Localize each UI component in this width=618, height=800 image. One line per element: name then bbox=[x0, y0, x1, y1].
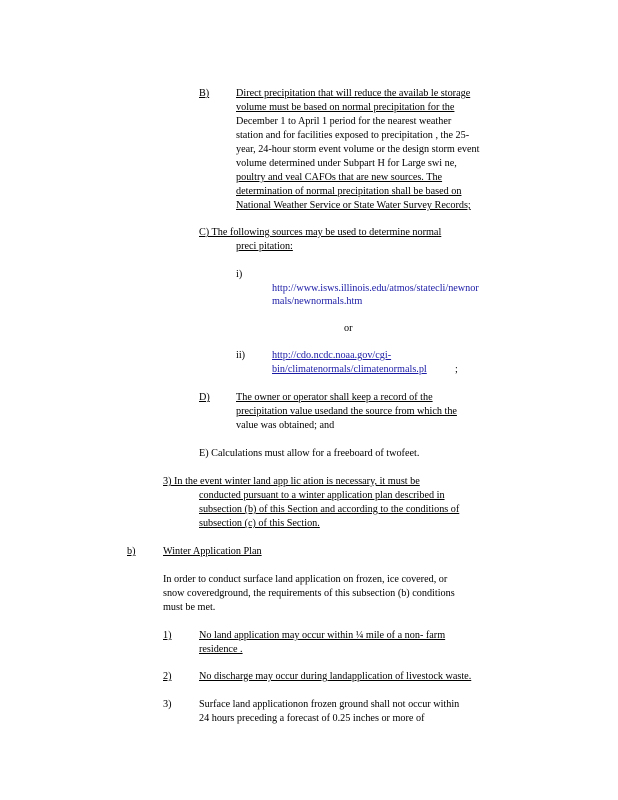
item-3-line: 3) In the event winter land app lic ation is necessary, it must be bbox=[163, 476, 420, 487]
item-b-line: December 1 to April 1 period for the nearest weather bbox=[236, 116, 452, 127]
section-b-item-line: No discharge may occur during landapplication of livestock waste. bbox=[199, 671, 472, 682]
section-b-item-line: residence . bbox=[199, 644, 243, 655]
item-3-line: subsection (c) of this Section. bbox=[199, 518, 320, 529]
item-b-label: B) bbox=[199, 88, 210, 99]
section-b-intro: must be met. bbox=[163, 602, 216, 613]
section-b-item-label: 1) bbox=[163, 630, 172, 641]
item-3-line: conducted pursuant to a winter application plan described in bbox=[199, 490, 445, 501]
item-d-line: The owner or operator shall keep a record of the bbox=[236, 392, 433, 403]
section-b-intro: In order to conduct surface land application on frozen, ice covered, or bbox=[163, 574, 448, 585]
noaa-normals-link[interactable]: mals/newnormals.htm bbox=[272, 296, 363, 307]
item-d-line: precipitation value usedand the source from which the bbox=[236, 406, 457, 417]
section-b-title: Winter Application Plan bbox=[163, 546, 262, 557]
item-c-i-label: i) bbox=[236, 269, 243, 280]
item-d-label: D) bbox=[199, 392, 210, 403]
section-b-label: b) bbox=[127, 546, 136, 557]
section-b-item-line: Surface land applicationon frozen ground shall not occur within bbox=[199, 699, 460, 710]
section-b-item-line: 24 hours preceding a forecast of 0.25 inches or more of bbox=[199, 713, 425, 724]
item-b-line: Direct precipitation that will reduce the availab le storage bbox=[236, 88, 471, 99]
item-c-line: preci pitation: bbox=[236, 241, 293, 252]
section-b-item-label: 2) bbox=[163, 671, 172, 682]
section-b-item-line: No land application may occur within ¼ mile of a non- farm bbox=[199, 630, 446, 641]
item-c-ii-label: ii) bbox=[236, 350, 246, 361]
item-b-line: year, 24-hour storm event volume or the design storm event bbox=[236, 144, 480, 155]
item-b-line: National Weather Service or State Water Survey Records; bbox=[236, 200, 471, 211]
section-b-item-label: 3) bbox=[163, 699, 172, 710]
climate-normals-link[interactable]: http://cdo.ncdc.noaa.gov/cgi- bbox=[272, 350, 392, 361]
noaa-normals-link[interactable]: http://www.isws.illinois.edu/atmos/statecli/newnor bbox=[272, 283, 479, 294]
item-3-line: subsection (b) of this Section and according to the conditions of bbox=[199, 504, 460, 515]
item-c-ii-tail: ; bbox=[455, 364, 458, 375]
section-b-intro: snow coveredground, the requirements of this subsection (b) conditions bbox=[163, 588, 455, 599]
item-b-line: station and for facilities exposed to precipitation , the 25- bbox=[236, 130, 470, 141]
item-b-line: poultry and veal CAFOs that are new sources. The bbox=[236, 172, 443, 183]
item-b-line: determination of normal precipitation shall be based on bbox=[236, 186, 462, 197]
item-e-line: E) Calculations must allow for a freeboard of twofeet. bbox=[199, 448, 420, 459]
item-c-line: C) The following sources may be used to determine normal bbox=[199, 227, 442, 238]
item-b-line: volume must be based on normal precipitation for the bbox=[236, 102, 455, 113]
climate-normals-link[interactable]: bin/climatenormals/climatenormals.pl bbox=[272, 364, 427, 375]
item-d-line: value was obtained; and bbox=[236, 420, 335, 431]
or-text: or bbox=[344, 323, 353, 334]
item-b-line: volume determined under Subpart H for Large swi ne, bbox=[236, 158, 457, 169]
